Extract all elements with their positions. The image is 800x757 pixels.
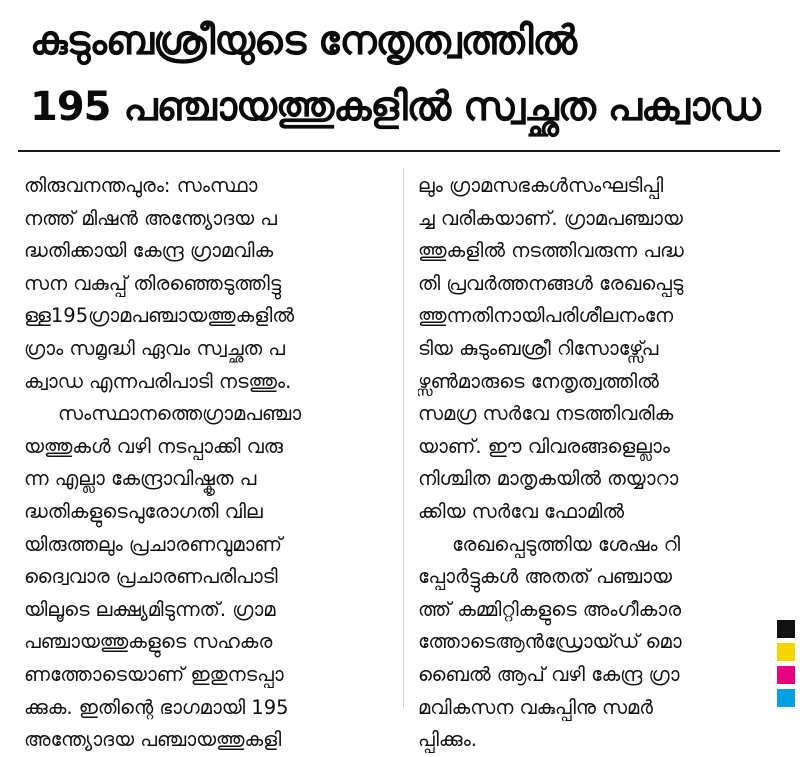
body-line: യിലൂടെ ലക്ഷ്യമിടുന്നത്. ഗ്രാമ	[24, 597, 276, 621]
body-line: പ്പിക്കും.	[418, 728, 478, 752]
body-line: പ്പോർട്ടുകൾ അതത് പഞ്ചായ	[418, 565, 672, 589]
body-line: സന വകുപ്പ് തിരഞ്ഞെടുത്തിട്ടു	[24, 271, 282, 295]
body-line: യിരുത്തലും പ്രചാരണവുമാണ്	[24, 532, 282, 556]
body-line: ക്വാഡ എന്നപരിപാടി നടത്തും.	[24, 369, 292, 393]
body-line: മവികസന വകുപ്പിനു സമർ	[418, 695, 653, 719]
body-line: ലും ഗ്രാമസഭകൾസംഘടിപ്പി	[418, 174, 664, 197]
black-swatch	[777, 620, 795, 638]
body-line: ദ്ധതികളുടെപുരോഗതി വില	[24, 499, 263, 523]
color-registration-marks	[777, 620, 795, 712]
body-line: ത്തുന്നതിനായിപരിശീലനംനേ	[418, 304, 674, 328]
body-line: ണത്തോടെയാണ് ഇതുനടപ്പാ	[24, 662, 284, 686]
body-line: ച്ച വരികയാണ്. ഗ്രാമപഞ്ചായ	[418, 206, 683, 230]
magenta-swatch	[777, 666, 795, 684]
body-line: ബൈൽ ആപ് വഴി കേന്ദ്ര ഗ്രാ	[418, 662, 680, 686]
headline-divider	[18, 150, 780, 152]
body-line: ക്കിയ സർവേ ഫോമിൽ	[418, 499, 625, 523]
body-line: ത്തോടെആൻഡ്രോയ്ഡ് മൊ	[418, 630, 682, 654]
body-line: നത്ത് മിഷൻ അന്ത്യോദയ പ	[24, 206, 277, 230]
body-line: യത്തുകൾ വഴി നടപ്പാക്കി വരു	[24, 434, 283, 458]
headline-line-2: 195 പഞ്ചായത്തുകളിൽ സ്വച്ഛത പക്വാഡ	[30, 84, 760, 130]
left-column	[24, 170, 394, 757]
paragraph-start-line: സംസ്ഥാനത്തെഗ്രാമപഞ്ചാ	[58, 402, 302, 426]
body-line: നിശ്ചിത മാതൃകയിൽ തയ്യാറാ	[418, 467, 679, 491]
cyan-swatch	[777, 689, 795, 707]
body-line: പഞ്ചായത്തുകളുടെ സഹകര	[24, 630, 273, 654]
body-line: ദ്വൈവാര പ്രചാരണപരിപാടി	[24, 565, 278, 589]
paragraph-start-line: രേഖപ്പെടുത്തിയ ശേഷം റി	[452, 532, 681, 556]
body-line: തിരുവനന്തപുരം: സംസ്ഥാ	[24, 174, 258, 197]
body-line: ഴ്സൺമാരുടെ നേതൃത്വത്തിൽ	[418, 369, 659, 393]
body-line: ന്ന എല്ലാ കേന്ദ്രാവിഷ്കൃത പ	[24, 467, 257, 491]
column-separator	[403, 168, 404, 708]
headline-line-1: കുടുംബശ്രീയുടെ നേതൃത്വത്തിൽ	[30, 18, 577, 64]
headline	[30, 8, 770, 140]
body-line: അന്ത്യോദയ പഞ്ചായത്തുകളി	[24, 728, 282, 752]
body-line: ടിയ കുടുംബശ്രീ റിസോഴ്സ്പേ	[418, 336, 659, 360]
body-line: യാണ്. ഈ വിവരങ്ങളെല്ലാം	[418, 434, 670, 458]
yellow-swatch	[777, 643, 795, 661]
body-line: ത്തുകളിൽ നടത്തിവരുന്ന പദ്ധ	[418, 239, 684, 263]
body-line: ത്ത് കമ്മിറ്റികളുടെ അംഗീകാര	[418, 597, 682, 621]
body-line: ദ്ധതിക്കായി കേന്ദ്ര ഗ്രാമവിക	[24, 239, 274, 263]
body-line: തി പ്രവർത്തനങ്ങൾ രേഖപ്പെടു	[418, 271, 684, 295]
body-line: സമഗ്ര സർവേ നടത്തിവരിക	[418, 402, 674, 426]
body-line: ക്കുക. ഇതിന്റെ ഭാഗമായി 195	[24, 695, 289, 719]
body-line: ഗ്രാം സമൃദ്ധി ഏവം സ്വച്ഛത പ	[24, 336, 285, 360]
right-column	[418, 170, 778, 757]
body-line: ള്ള195ഗ്രാമപഞ്ചായത്തുകളിൽ	[24, 304, 295, 328]
